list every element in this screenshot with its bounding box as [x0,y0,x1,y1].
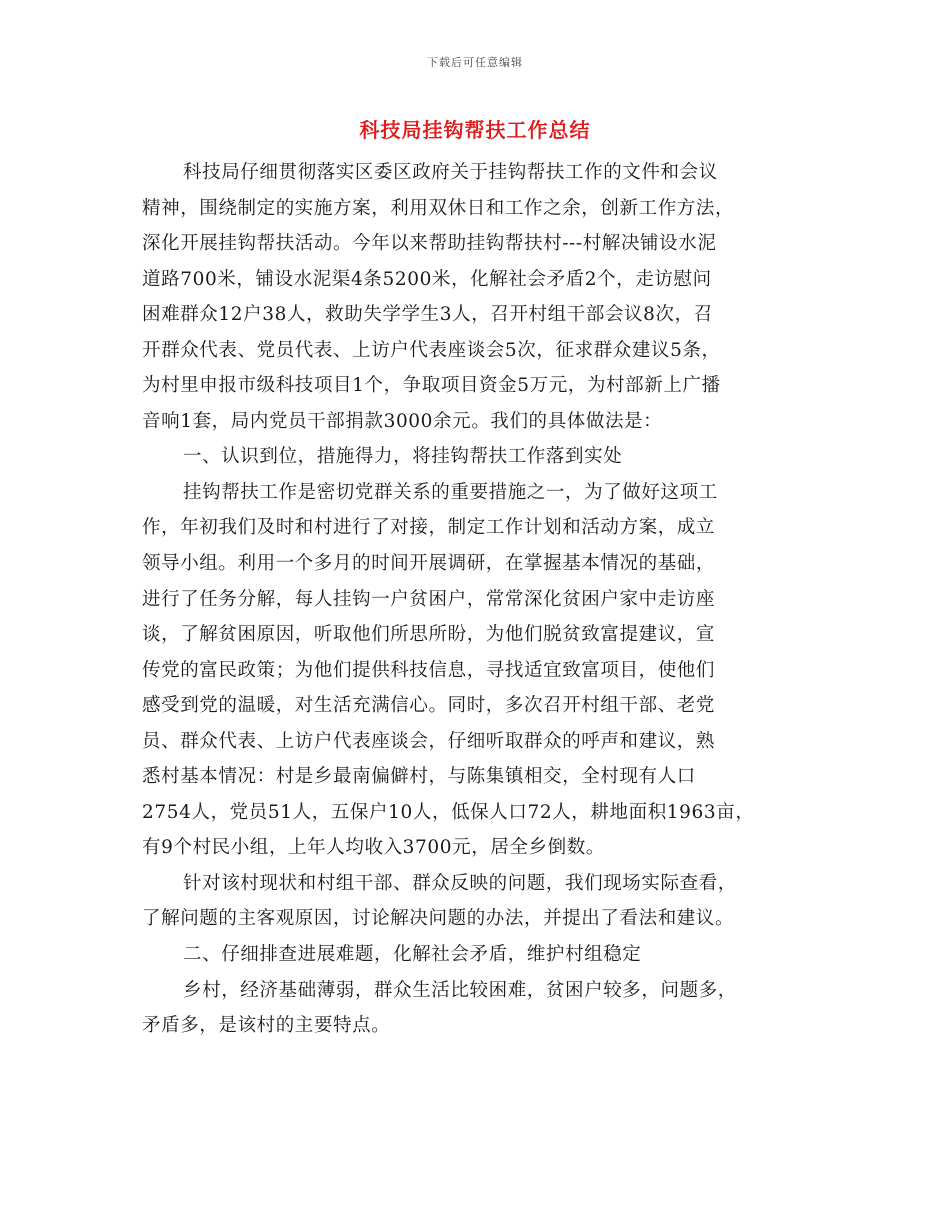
body-line: 2754人，党员51人，五保户10人，低保人口72人，耕地面积1963亩， [142,801,755,823]
body-line: 传党的富民政策；为他们提供科技信息，寻找适宜致富项目，使他们 [142,659,716,681]
body-line: 深化开展挂钩帮扶活动。今年以来帮助挂钩帮扶村---村解决铺设水泥 [142,233,717,255]
body-line: 为村里申报市级科技项目1个，争取项目资金5万元，为村部新上广播 [142,375,721,397]
document-title: 科技局挂钩帮扶工作总结 [359,118,591,142]
body-line: 谈，了解贫困原因，听取他们所思所盼，为他们脱贫致富提建议，宣 [142,624,716,646]
body-line: 挂钩帮扶工作是密切党群关系的重要措施之一，为了做好这项工 [183,481,718,503]
body-line: 音响1套，局内党员干部捐款3000余元。我们的具体做法是： [142,410,663,432]
body-line: 领导小组。利用一个多月的时间开展调研，在掌握基本情况的基础， [142,553,716,575]
body-line: 有9个村民小组，上年人均收入3700元，居全乡倒数。 [142,837,605,859]
body-line: 道路700米，铺设水泥渠4条5200米，化解社会矛盾2个，走访慰问 [142,268,712,290]
document-body [142,155,832,1044]
body-line: 员、群众代表、上访户代表座谈会，仔细听取群众的呼声和建议，熟 [142,730,716,752]
body-line: 困难群众12户38人，救助失学学生3人，召开村组干部会议8次，召 [142,304,713,326]
section-heading-2: 二、仔细排查进展难题，化解社会矛盾，维护村组稳定 [183,944,642,966]
header-note: 下载后可任意编辑 [427,56,523,69]
body-line: 矛盾多，是该村的主要特点。 [142,1015,391,1037]
body-line: 进行了任务分解，每人挂钩一户贫困户，常常深化贫困户家中走访座 [142,588,716,610]
section-heading-1: 一、认识到位，措施得力，将挂钩帮扶工作落到实处 [183,446,623,468]
body-line: 悉村基本情况：村是乡最南偏僻村，与陈集镇相交，全村现有人口 [142,766,696,788]
body-line: 开群众代表、党员代表、上访户代表座谈会5次，征求群众建议5条， [142,339,721,361]
body-line: 了解问题的主客观原因，讨论解决问题的办法，并提出了看法和建议。 [142,908,735,930]
body-line: 科技局仔细贯彻落实区委区政府关于挂钩帮扶工作的文件和会议 [183,162,718,183]
body-line: 乡村，经济基础薄弱，群众生活比较困难，贫困户较多，问题多， [183,979,737,1001]
body-line: 作，年初我们及时和村进行了对接，制定工作计划和活动方案，成立 [142,517,716,539]
body-line: 精神，围绕制定的实施方案，利用双休日和工作之余，创新工作方法， [142,197,735,219]
body-line: 针对该村现状和村组干部、群众反映的问题，我们现场实际查看， [183,872,737,894]
body-line: 感受到党的温暖，对生活充满信心。同时，多次召开村组干部、老党 [142,695,716,717]
